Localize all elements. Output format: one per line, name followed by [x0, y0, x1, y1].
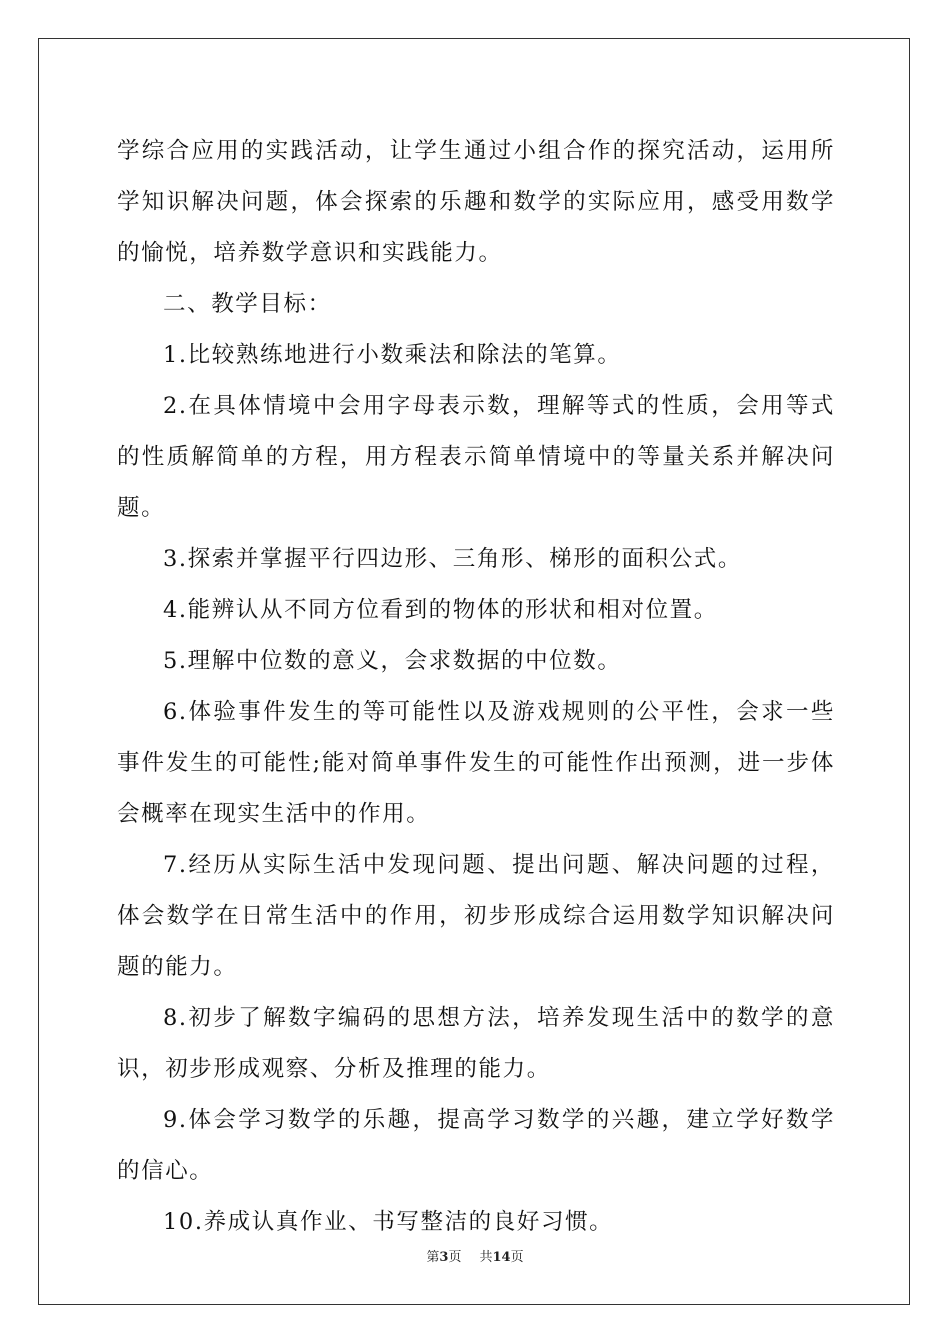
- page-suffix: 页: [448, 1250, 462, 1265]
- document-body: [117, 126, 835, 1248]
- list-item: 1.比较熟练地进行小数乘法和除法的笔算。: [163, 342, 622, 368]
- list-item: 4.能辨认从不同方位看到的物体的形状和相对位置。: [163, 597, 718, 623]
- list-item: 7.经历从实际生活中发现问题、提出问题、解决问题的过程，体会数学在日常生活中的作用，初步形成综合运用数学知识解决问题的能力。: [117, 852, 835, 980]
- total-suffix: 页: [510, 1250, 524, 1265]
- list-item: 3.探索并掌握平行四边形、三角形、梯形的面积公式。: [163, 546, 742, 572]
- page-footer: [0, 1246, 950, 1265]
- paragraph: 学综合应用的实践活动，让学生通过小组合作的探究活动，运用所学知识解决问题，体会探索的乐趣和数学的实际应用，感受用数学的愉悦，培养数学意识和实践能力。: [117, 138, 835, 266]
- list-item: 6.体验事件发生的等可能性以及游戏规则的公平性，会求一些事件发生的可能性;能对简单事件发生的可能性作出预测，进一步体会概率在现实生活中的作用。: [117, 699, 835, 827]
- list-item: 2.在具体情境中会用字母表示数，理解等式的性质，会用等式的性质解简单的方程，用方程表示简单情境中的等量关系并解决问题。: [117, 393, 835, 521]
- total-prefix: 共: [479, 1250, 493, 1265]
- list-item: 5.理解中位数的意义，会求数据的中位数。: [163, 648, 622, 674]
- page-number: 3: [439, 1250, 449, 1265]
- list-item: 10.养成认真作业、书写整洁的良好习惯。: [163, 1209, 614, 1235]
- list-item: 9.体会学习数学的乐趣，提高学习数学的兴趣，建立学好数学的信心。: [117, 1107, 835, 1184]
- list-item: 8.初步了解数字编码的思想方法，培养发现生活中的数学的意识，初步形成观察、分析及推理的能力。: [117, 1005, 835, 1082]
- total-pages: 14: [492, 1250, 511, 1265]
- page-prefix: 第: [426, 1250, 440, 1265]
- section-heading: 二、教学目标：: [163, 291, 332, 317]
